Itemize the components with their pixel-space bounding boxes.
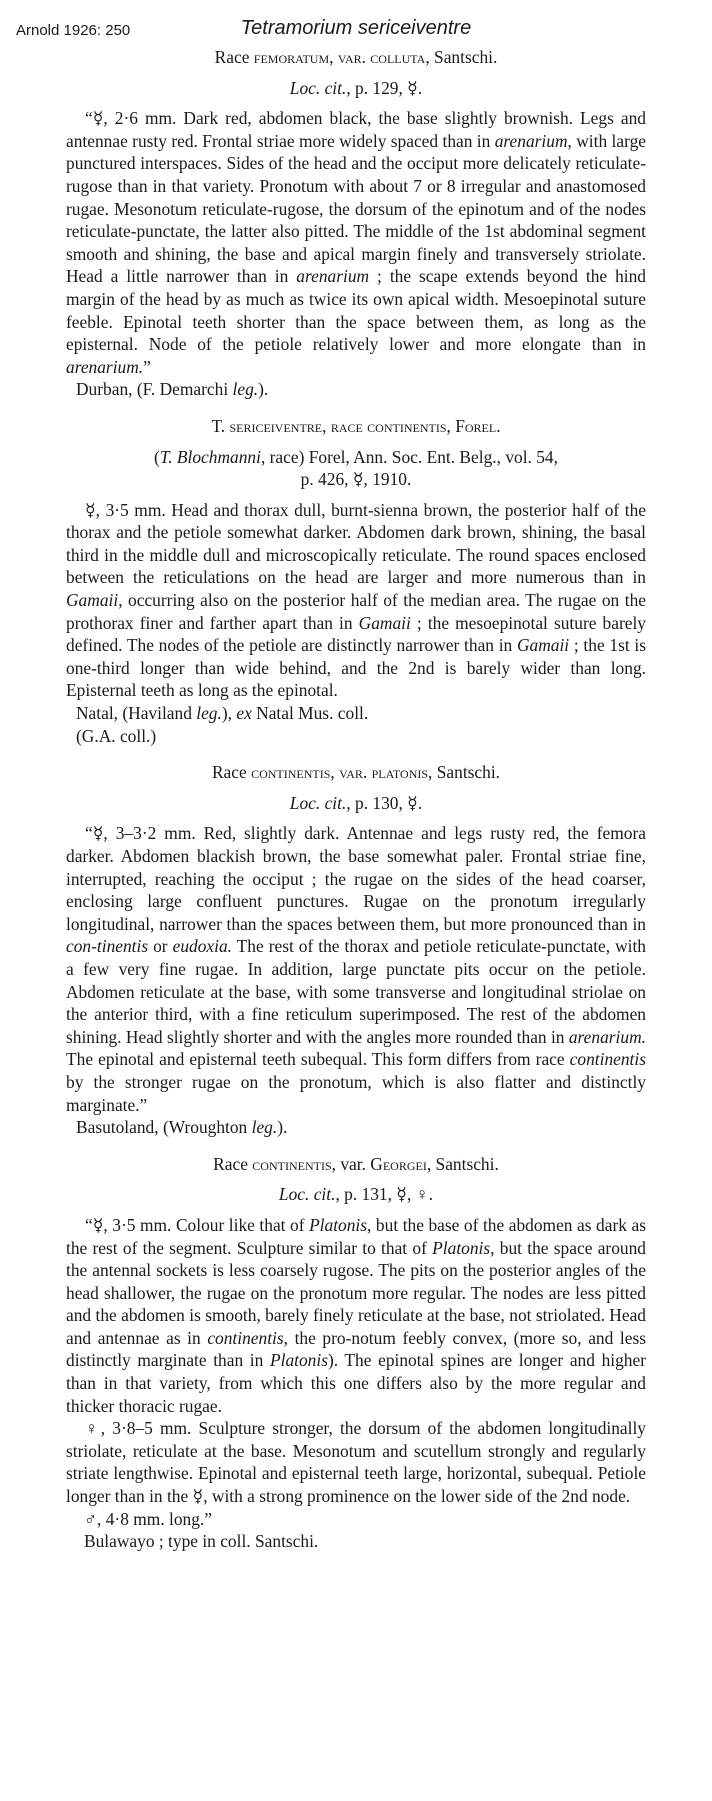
- collection-line: (G.A. coll.): [76, 725, 157, 746]
- type-locality-line: Bulawayo ; type in coll. Santschi.: [84, 1531, 319, 1552]
- loc-cit: Loc. cit.: [289, 77, 347, 98]
- description-paragraph: ☿, 3·5 mm. Head and thorax dull, burnt-sienna brown, the posterior half of the thorax and the petiole somewhat darker. Abdomen dark brown, shining, the basal third in the middle dull and microscopically reticulate. The round spaces enclosed between the reticulations on the head are larger and more numerous than in Gamaii, occurring also on the posterior half of the median area. The rugae on the prothorax finer and farther apart than in Gamaii ; the mesoepinotal suture barely defined. The nodes of the petiole are distinctly narrower than in Gamaii ; the 1st is one-third longer than wide behind, and the 2nd is barely wider than long. Episternal teeth as long as the epinotal.: [66, 499, 646, 701]
- section-heading-platonis: Race continentis, var. platonis, Santschi.: [211, 762, 501, 783]
- description-paragraph: “☿, 3·5 mm. Colour like that of Platonis, but the base of the abdomen as dark as the rest of the segment. Sculpture similar to that of Platonis, but the space around the antennal sockets is less coarsely rugose. The pits on the posterior angles of the head shallower, the rugae on the pronotum more regular. The nodes are less pitted and the abdomen is smooth, barely finely reticulate at the base, not striolated. Head and antennae as in continentis, the pro-notum feebly convex, (more so, and less distinctly marginate than in Platonis). The epinotal spines are longer and higher than in that variety, from which this one differs also by the more regular and thicker thoracic rugae.: [66, 1214, 647, 1416]
- heading-race-word: Race: [214, 47, 250, 67]
- section-reference: Loc. cit., p. 131, ☿, ♀.: [278, 1184, 434, 1205]
- section-heading-femoratum: [66, 46, 646, 69]
- section-heading-continentis: T. sericeiventre, race continentis, Forel.: [211, 415, 501, 436]
- document-body: [66, 46, 646, 1553]
- section-heading-georgei: Race continentis, var. Georgei, Santschi.: [213, 1153, 499, 1174]
- reference-page: , p. 129, ☿.: [346, 77, 423, 98]
- heading-taxon-name: femoratum, var. colluta: [253, 47, 426, 67]
- heading-author: , Santschi.: [425, 47, 498, 67]
- locality-line: Basutoland, (Wroughton leg.).: [76, 1117, 288, 1138]
- male-description: ♂, 4·8 mm. long.”: [84, 1508, 213, 1529]
- page-title: Tetramorium sericeiventre: [240, 17, 472, 39]
- description-paragraph: “☿, 3–3·2 mm. Red, slightly dark. Antennae and legs rusty red, the femora darker. Abdomen blackish brown, the base somewhat paler. Frontal striae fine, interrupted, reaching the occiput ; the rugae on the sides of the head coarser, enclosing large confluent punctures. Rugae on the pronotum irregularly longitudinal, narrower than the spaces between them, but more pronounced than in con-tinentis or eudoxia. The rest of the thorax and petiole reticulate-punctate, with a few very fine rugae. In addition, large punctate pits occur on the petiole. Abdomen reticulate at the base, with some transverse and longitudinal striolae on the anterior third, with a fine reticulum superimposed. The rest of the abdomen shining. Head slightly shorter and with the angles more rounded than in arenarium. The epinotal and episternal teeth subequal. This form differs from race continentis by the stronger rugae on the pronotum, which is also flatter and distinctly marginate.”: [66, 823, 646, 1115]
- description-paragraph: “☿, 2·6 mm. Dark red, abdomen black, the base slightly brownish. Legs and antennae rusty red. Frontal striae more widely spaced than in arenarium, with large punctured interspaces. Sides of the head and the occiput more delicately reticulate-rugose than in that variety. Pronotum with about 7 or 8 irregular and anastomosed rugae. Mesonotum reticulate-rugose, the dorsum of the epinotum and of the nodes reticulate-punctate, the latter also pitted. The middle of the 1st abdominal segment smooth and shining, the base and apical margin finely and transversely striolate. Head a little narrower than in arenarium ; the scape extends beyond the hind margin of the head by as much as twice its own apical width. Mesoepinotal suture feeble. Epinotal teeth shorter than the space between them, as long as the episternal. Node of the petiole relatively lower and more elongate than in arenarium.”: [66, 108, 646, 377]
- section-reference: Loc. cit., p. 130, ☿.: [289, 792, 423, 813]
- female-description: ♀, 3·8–5 mm. Sculpture stronger, the dorsum of the abdomen longitudinally striolate, reticulate at the base. Mesonotum and scutellum strongly and regularly striate lengthwise. Epinotal and episternal teeth large, horizontal, subequal. Petiole longer than in the ☿, with a strong prominence on the lower side of the 2nd node.: [66, 1418, 646, 1507]
- section-reference: [66, 77, 646, 100]
- locality-line: Durban, (F. Demarchi leg.).: [76, 379, 269, 400]
- locality-line: Natal, (Haviland leg.), ex Natal Mus. coll.: [76, 703, 369, 724]
- section-reference: (T. Blochmanni, race) Forel, Ann. Soc. Ent. Belg., vol. 54, p. 426, ☿, 1910.: [154, 446, 558, 490]
- page-citation: Arnold 1926: 250: [16, 22, 131, 39]
